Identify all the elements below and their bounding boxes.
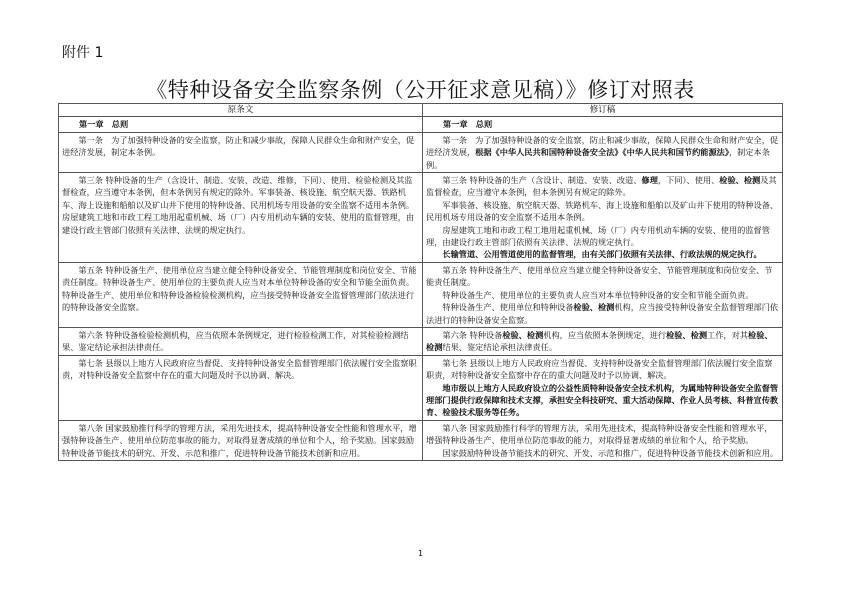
paragraph <box>426 357 779 382</box>
paragraph <box>62 329 419 354</box>
paragraph <box>426 301 779 326</box>
paragraph <box>426 289 779 301</box>
clause-text: 特种设备生产、使用单位和特种设备检验检测机构，应当接受特种设备安全监督管理部门依法进行的特种设备安全监察。 <box>62 289 415 313</box>
revised-cell <box>423 420 783 460</box>
clause-text: 特种设备生产、使用单位的主要负责人应当对本单位特种设备的安全和节能全面负责。 <box>102 277 415 288</box>
paragraph <box>62 422 419 459</box>
table-header-row <box>59 104 783 117</box>
clause-text: 结果、鉴定结论承担法律责任。 <box>442 342 558 353</box>
table-row <box>59 132 783 172</box>
chapter-heading: 第一章 总则 <box>443 119 493 130</box>
original-cell <box>59 420 423 460</box>
table-row <box>59 420 783 460</box>
paragraph <box>426 329 779 354</box>
paragraph <box>426 248 779 260</box>
clause-text: ，制定本条例。 <box>426 147 770 170</box>
paragraph <box>426 134 779 171</box>
clause-text: 房屋建筑工地和市政工程工地用起重机械、场（厂）内专用机动车辆的安装、使用的监督管理，由建设行政主管部门依照有关法律、法规的规定执行。 <box>426 224 770 248</box>
revised-text: 检验、检测 <box>719 175 761 186</box>
document-title: 《特种设备安全监察条例（公开征求意见稿）》修订对照表 <box>146 78 695 102</box>
clause-text: ，下同）、使用、 <box>657 175 720 186</box>
revised-text: 检验、检测 <box>666 329 708 340</box>
clause-text: 第三条 特种设备的生产（含设计、制造、安装、改造、 <box>442 175 642 186</box>
original-cell <box>59 132 423 172</box>
clause-text: 国家鼓励特种设备节能技术的研究、开发、示范和推广，促进特种设备节能技术创新和应用。 <box>442 447 779 458</box>
table-row <box>59 262 783 327</box>
clause-text: 第六条 特种设备检验检测机构，应当依照本条例规定，进行检验检测工作，对其检验检测结果、鉴定结论承担法律责任。 <box>62 329 409 353</box>
clause-text: 及其监督检查，应当遵守本条例，但本条例另有规定的除外。 <box>426 175 777 198</box>
comparison-table <box>58 103 783 461</box>
revised-text: 检验、检测 <box>502 329 544 340</box>
clause-text: 第三条 特种设备的生产（含设计、制造、安装、改造、维修，下同）、使用、检验检测及其监督检查，应当遵守本条例，但本条例另有规定的除外。 <box>62 175 413 198</box>
revised-text: 长输管道、公用管道使用的监督管理，由有关部门依照有关法律、行政法规的规定执行。 <box>442 249 762 260</box>
clause-text: 房屋建筑工地和市政工程工地用起重机械、场（厂）内专用机动车辆的安装、使用的监督管理，由建设行政主管部门依照有关法律、法规的规定执行。 <box>62 212 415 235</box>
table-row <box>59 173 783 263</box>
revised-cell <box>423 262 783 327</box>
header-original: 原条文 <box>59 104 423 117</box>
revised-cell <box>423 327 783 355</box>
original-cell <box>59 327 423 355</box>
page-number: 1 <box>417 549 424 558</box>
revised-text: 检验、检测 <box>426 329 773 353</box>
revised-text: 修理 <box>641 175 658 186</box>
paragraph <box>426 447 779 459</box>
clause-text: 第一条 为了加强特种设备的安全监察，防止和减少事故，保障人民群众生命和财产安全，促进经济发展， <box>426 134 779 158</box>
clause-text: 第六条 特种设备 <box>442 329 503 340</box>
clause-text: 第五条 特种设备生产、使用单位应当建立健全特种设备安全、节能管理制度和岗位安全、节能责任制度。 <box>62 264 417 288</box>
revised-text: 根据《中华人民共和国特种设备安全法》《中华人民共和国节约能源法》 <box>475 147 729 158</box>
clause-text: 工作，对其 <box>707 329 748 340</box>
header-revised: 修订稿 <box>423 104 783 117</box>
paragraph <box>426 264 779 289</box>
original-cell <box>59 355 423 420</box>
clause-text: 机构，应当接受特种设备安全监督管理部门依法进行的特种设备安全监察。 <box>426 302 779 325</box>
original-cell <box>59 262 423 327</box>
attachment-label: 附件 1 <box>62 45 104 61</box>
paragraph <box>62 134 419 159</box>
clause-text: 第八条 国家鼓励推行科学的管理方法，采用先进技术，提高特种设备安全性能和管理水平，增强特种设备生产、使用单位防范事故的能力，对取得显著成绩的单位和个人，给予奖励。 <box>426 422 773 446</box>
clause-text: 第八条 国家鼓励推行科学的管理方法，采用先进技术，提高特种设备安全性能和管理水平，增强特种设备生产、使用单位防范事故的能力，对取得显著成绩的单位和个人，给予奖励。 <box>62 422 417 446</box>
original-cell <box>59 117 423 132</box>
paragraph <box>426 224 779 249</box>
paragraph <box>62 357 419 382</box>
clause-text: 军事装备、核设施、航空航天器、铁路机车、海上设施和船舶以及矿山井下使用的特种设备、民用机场专用设备的安全监察不适用本条例。 <box>62 187 415 210</box>
clause-text: 第一条 为了加强特种设备的安全监察，防止和减少事故，保障人民群众生命和财产安全，促进经济发展，制定本条例。 <box>62 134 415 158</box>
clause-text: 特种设备生产、使用单位和特种设备 <box>442 302 574 313</box>
revised-cell <box>423 355 783 420</box>
clause-text: 国家鼓励特种设备节能技术的研究、开发、示范和推广，促进特种设备节能技术创新和应用。 <box>62 435 415 458</box>
paragraph <box>426 422 779 447</box>
clause-text: 第七条 县级以上地方人民政府应当督促、支持特种设备安全监督管理部门依法履行安全监察职责，对特种设备安全监察中存在的重大问题及时予以协调、解决。 <box>62 357 417 381</box>
table-row <box>59 327 783 355</box>
revised-text: 检验、检测 <box>573 302 615 313</box>
chapter-heading: 第一章 总则 <box>79 119 129 130</box>
revised-cell <box>423 132 783 172</box>
clause-text: 机构，应当依照本条例规定，进行 <box>543 329 667 340</box>
clause-text: 第五条 特种设备生产、使用单位应当建立健全特种设备安全、节能管理制度和岗位安全、节能责任制度。 <box>426 264 773 288</box>
clause-text: 第七条 县级以上地方人民政府应当督促、支持特种设备安全监督管理部门依法履行安全监察职责，对特种设备安全监察中存在的重大问题及时予以协调、解决。 <box>426 357 773 381</box>
table-row <box>59 355 783 420</box>
paragraph <box>426 174 779 199</box>
clause-text: 特种设备生产、使用单位的主要负责人应当对本单位特种设备的安全和节能全面负责。 <box>442 289 754 300</box>
revised-cell <box>423 117 783 132</box>
revised-text: 地市级以上地方人民政府设立的公益性质特种设备安全技术机构，为属地特种设备安全监督管理部门提供行政保障和技术支撑，承担安全科技研究、重大活动保障、作业人员考核、科普宣传教育、检验技术服务等任务。 <box>426 382 779 418</box>
paragraph <box>62 174 419 236</box>
original-cell <box>59 173 423 263</box>
table-row <box>59 117 783 132</box>
clause-text: 军事装备、核设施、航空航天器、铁路机车、海上设施和船舶以及矿山井下使用的特种设备、民用机场专用设备的安全监察不适用本条例。 <box>426 199 779 223</box>
revised-cell <box>423 173 783 263</box>
paragraph <box>62 264 419 314</box>
paragraph <box>426 199 779 224</box>
paragraph <box>426 382 779 419</box>
